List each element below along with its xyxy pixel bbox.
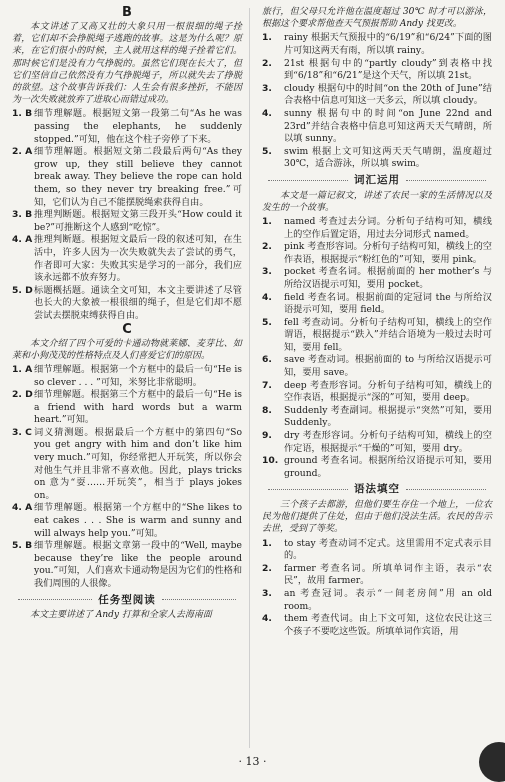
answer-b-3 xyxy=(12,209,242,234)
answer-number: 1. xyxy=(262,537,272,549)
dotted-rule xyxy=(162,599,236,600)
vocab-answer-10 xyxy=(262,455,492,480)
answer-b-5 xyxy=(12,285,242,323)
column-divider xyxy=(249,8,250,748)
answer-number: 9. xyxy=(262,430,272,442)
passage-c-heading: C xyxy=(122,321,132,337)
answer-explanation: dry 考查形容词。分析句子结构可知，横线上的空作定语，根据提示“干燥的”可知，要用 dry。 xyxy=(284,430,492,454)
passage-b-heading: B xyxy=(122,5,132,20)
vocab-answer-7 xyxy=(262,380,492,405)
section-task-reading-title: 任务型阅读 xyxy=(12,594,242,607)
vocab-answer-2 xyxy=(262,241,492,266)
passage-c-intro: 本文介绍了四个可爱的卡通动物就莱娜、麦芽比、如莱和小狗茂茂的性格特点及人们喜爱它们的原因。 xyxy=(12,338,242,361)
answer-c-2 xyxy=(12,389,242,427)
vocabulary-intro: 本文是一篇记叙文，讲述了农民一家的生活情况以及发生的一个故事。 xyxy=(262,190,492,213)
answer-explanation: 细节理解题。根据第三个方框中的最后一句“He is a friend with hard words but a warm heart.”可知。 xyxy=(34,389,242,426)
section-grammar-title: 语法填空 xyxy=(262,483,492,496)
corner-tab-mark xyxy=(479,742,505,782)
answer-explanation: them 考查代词。由上下文可知，这位农民让这三个孩子不要吃这些饭。所填单词作宾语，用 xyxy=(284,613,492,637)
answer-explanation: pocket 考查名词。根据前面的 her mother’s 与所给汉语提示可知，要用 pocket。 xyxy=(284,266,492,290)
answer-number: 2. D xyxy=(12,389,33,401)
answer-number: 3. C xyxy=(12,426,32,438)
answer-explanation: deep 考查形容词。分析句子结构可知，横线上的空作表语，根据提示“深的”可知，要用 deep。 xyxy=(284,379,492,404)
answer-number: 8. xyxy=(262,404,272,416)
answer-number: 1. xyxy=(262,215,272,227)
answer-b-1 xyxy=(12,108,242,146)
answer-number: 4. A xyxy=(12,502,33,514)
grammar-answer-2 xyxy=(262,563,492,588)
answer-explanation: 细节理解题。根据第一个方框中的最后一句“He is so clever . . . ”可知，米努比非常聪明。 xyxy=(34,363,242,388)
answer-number: 5. D xyxy=(12,284,33,296)
answer-number: 4. A xyxy=(12,234,33,246)
answer-c-5 xyxy=(12,540,242,590)
left-column xyxy=(12,6,242,623)
grammar-intro: 三个孩子去都游，但他们要生存住一个地上，一位农民为他们提供了住处，但由于他们没法生活。农民的告示去世，受到了等奖。 xyxy=(262,500,492,535)
answer-number: 2. xyxy=(262,57,272,69)
answer-number: 2. xyxy=(262,241,272,253)
task-answer-5 xyxy=(262,146,492,171)
answer-explanation: sunny 根据句中的时间“on June 22nd and 23rd”并结合表格中信息可知这两天天气晴朗，所以填 sunny。 xyxy=(284,107,492,145)
answer-number: 5. xyxy=(262,316,272,328)
passage-b-intro: 本文讲述了又高又壮的大象只用一根很细的绳子拴着，它们却不会挣脱绳子逃跑的故事。这是为什么呢？原来，在它们很小的时候，主人就用这样的绳子拴着它们。那时候它们是没有力气挣脱的。虽然它们现在长大了，但它们坚信自己依然没有力气挣脱绳子，所以就失去了挣脱的欲望。这个故事告诉我们：人生会有很多挫折，不能因为一次失败就放弃了进取心而错过成功。 xyxy=(12,22,242,106)
answer-explanation: 细节理解题。根据第一个方框中的“She likes to eat cakes . . . She is warm and sunny and will always help you.”可知。 xyxy=(34,502,242,539)
dotted-rule xyxy=(18,599,92,600)
answer-number: 1. A xyxy=(12,363,33,375)
dotted-rule xyxy=(268,180,348,181)
grammar-answer-1 xyxy=(262,538,492,563)
answer-explanation: 21st 根据句中的“partly cloudy”到表格中找到“6/18”和“6/21”是这个天气，所以填 21st。 xyxy=(284,57,492,82)
answer-number: 5. xyxy=(262,145,272,157)
answer-explanation: save 考查动词。根据前面的 to 与所给汉语提示可知，要用 save。 xyxy=(284,354,492,379)
answer-number: 4. xyxy=(262,613,272,625)
answer-c-4 xyxy=(12,502,242,540)
answer-explanation: 细节理解题。根据文章第一段中的“Well, maybe because they’re like the people around you.”可知，人们喜欢卡通动物是因为它们的性格和我们周围的人很像。 xyxy=(34,540,243,590)
answer-b-2 xyxy=(12,146,242,209)
answer-explanation: rainy 根据天气预报中的“6/19”和“6/24”下面的图片可知这两天有雨，所以填 rainy。 xyxy=(284,32,492,56)
answer-b-4 xyxy=(12,234,242,284)
answer-c-3 xyxy=(12,427,242,503)
answer-number: 4. xyxy=(262,107,272,119)
task-answer-1 xyxy=(262,32,492,57)
answer-number: 7. xyxy=(262,379,272,391)
answer-number: 2. xyxy=(262,562,272,574)
task-reading-intro: 本文主要讲述了 Andy 打算和全家人去海南面 xyxy=(30,610,212,621)
right-column xyxy=(262,6,492,638)
answer-explanation: fell 考查动词。分析句子结构可知，横线上的空作谓语，根据提示“跌入”并结合语境为一般过去时可知，要用 fell。 xyxy=(284,316,492,353)
answer-number: 4. xyxy=(262,291,272,303)
page-number: · 13 · xyxy=(238,755,267,768)
dotted-rule xyxy=(406,489,486,490)
task-answer-2 xyxy=(262,58,492,83)
task-reading-intro-continued: 旅行，但父母只允许他在温度超过 30℃ 时才可以游泳，根据这个要求帮他查天气预报帮助 Andy 找更改。 xyxy=(262,7,492,30)
answer-explanation: ground 考查名词。根据所给汉语提示可知，要用 ground。 xyxy=(284,455,492,479)
answer-explanation: 细节理解题。根据短文第二段最后两句“As they grow up, they still believe they cannot break away. They believe the rope can hold them, so they never try breaking free.”可知，它们认为自己不能摆脱绳索获得自由。 xyxy=(34,146,242,208)
answer-number: 3. xyxy=(262,587,272,599)
vocab-answer-8 xyxy=(262,405,492,430)
answer-explanation: 词义猜测题。根据最后一个方框中的第四句“So you get angry with him and don’t like him very much.”可知，你经常把人开玩笑，所以你会对他生气并且非常不喜欢他。因此，plays tricks on 意为“耍……开玩笑”，相当于 plays jokes on。 xyxy=(34,426,242,501)
answer-explanation: 细节理解题。根据短文第一段第二句“As he was passing the elephants, he suddenly stopped.”可知，他在这个柱子旁停了下来。 xyxy=(34,108,242,145)
answer-explanation: named 考查过去分词。分析句子结构可知，横线上的空作后置定语，用过去分词形式 named。 xyxy=(284,215,492,240)
grammar-answer-3 xyxy=(262,588,492,613)
answer-number: 6. xyxy=(262,354,272,366)
vocab-answer-1 xyxy=(262,216,492,241)
vocab-answer-4 xyxy=(262,292,492,317)
answer-number: 3. xyxy=(262,266,272,278)
grammar-answer-4 xyxy=(262,613,492,638)
answer-explanation: 标题概括题。通读全文可知，本文主要讲述了尽管也长大的大象被一根很细的绳子，但是它们却不愿尝试去摆脱束缚获得自由。 xyxy=(34,284,242,321)
answer-number: 1. xyxy=(262,32,272,44)
vocab-answer-5 xyxy=(262,317,492,355)
vocab-answer-9 xyxy=(262,430,492,455)
answer-number: 3. B xyxy=(12,209,33,221)
answer-number: 3. xyxy=(262,82,272,94)
answer-number: 2. A xyxy=(12,146,33,158)
dotted-rule xyxy=(406,180,486,181)
dotted-rule xyxy=(268,489,348,490)
answer-explanation: field 考查名词。根据前面的定冠词 the 与所给汉语提示可知，要用 field。 xyxy=(284,291,492,316)
answer-explanation: 推理判断题。根据短文第三段开头“How could it be?”可推断这个人感到“吃惊”。 xyxy=(34,209,242,233)
answer-explanation: an 考查冠词。表示“一间老房间”用 an old room。 xyxy=(284,587,492,612)
answer-explanation: to stay 考查动词不定式。这里需用不定式表示目的。 xyxy=(284,537,492,562)
answer-explanation: farmer 考查名词。所填单词作主语，表示“农民”，故用 farmer。 xyxy=(284,562,492,587)
task-answer-3 xyxy=(262,83,492,108)
answer-explanation: Suddenly 考查副词。根据提示“突然”可知，要用 Suddenly。 xyxy=(284,404,492,429)
answer-number: 1. B xyxy=(12,108,33,120)
answer-c-1 xyxy=(12,364,242,389)
answer-explanation: cloudy 根据句中的时间“on the 20th of June”结合表格中信息可知这一天多云，所以填 cloudy。 xyxy=(284,82,492,107)
vocab-answer-3 xyxy=(262,266,492,291)
vocab-answer-6 xyxy=(262,354,492,379)
answer-explanation: pink 考查形容词。分析句子结构可知，横线上的空作表语，根据提示“粉红色的”可知，要用 pink。 xyxy=(284,241,492,265)
answer-number: 5. B xyxy=(12,540,33,552)
task-answer-4 xyxy=(262,108,492,146)
answer-explanation: swim 根据上文可知这两天天气晴朗，温度超过 30℃，适合游泳，所以填 swim。 xyxy=(284,145,492,170)
answer-explanation: 推理判断题。根据短文最后一段的叙述可知，在生活中，许多人因为一次失败就失去了尝试的勇气，作者即可大家：失败其实是学习的一部分，我们应该永远都不放弃努力。 xyxy=(34,234,242,284)
section-vocabulary-title: 词汇运用 xyxy=(262,174,492,187)
answer-number: 10. xyxy=(262,455,279,467)
